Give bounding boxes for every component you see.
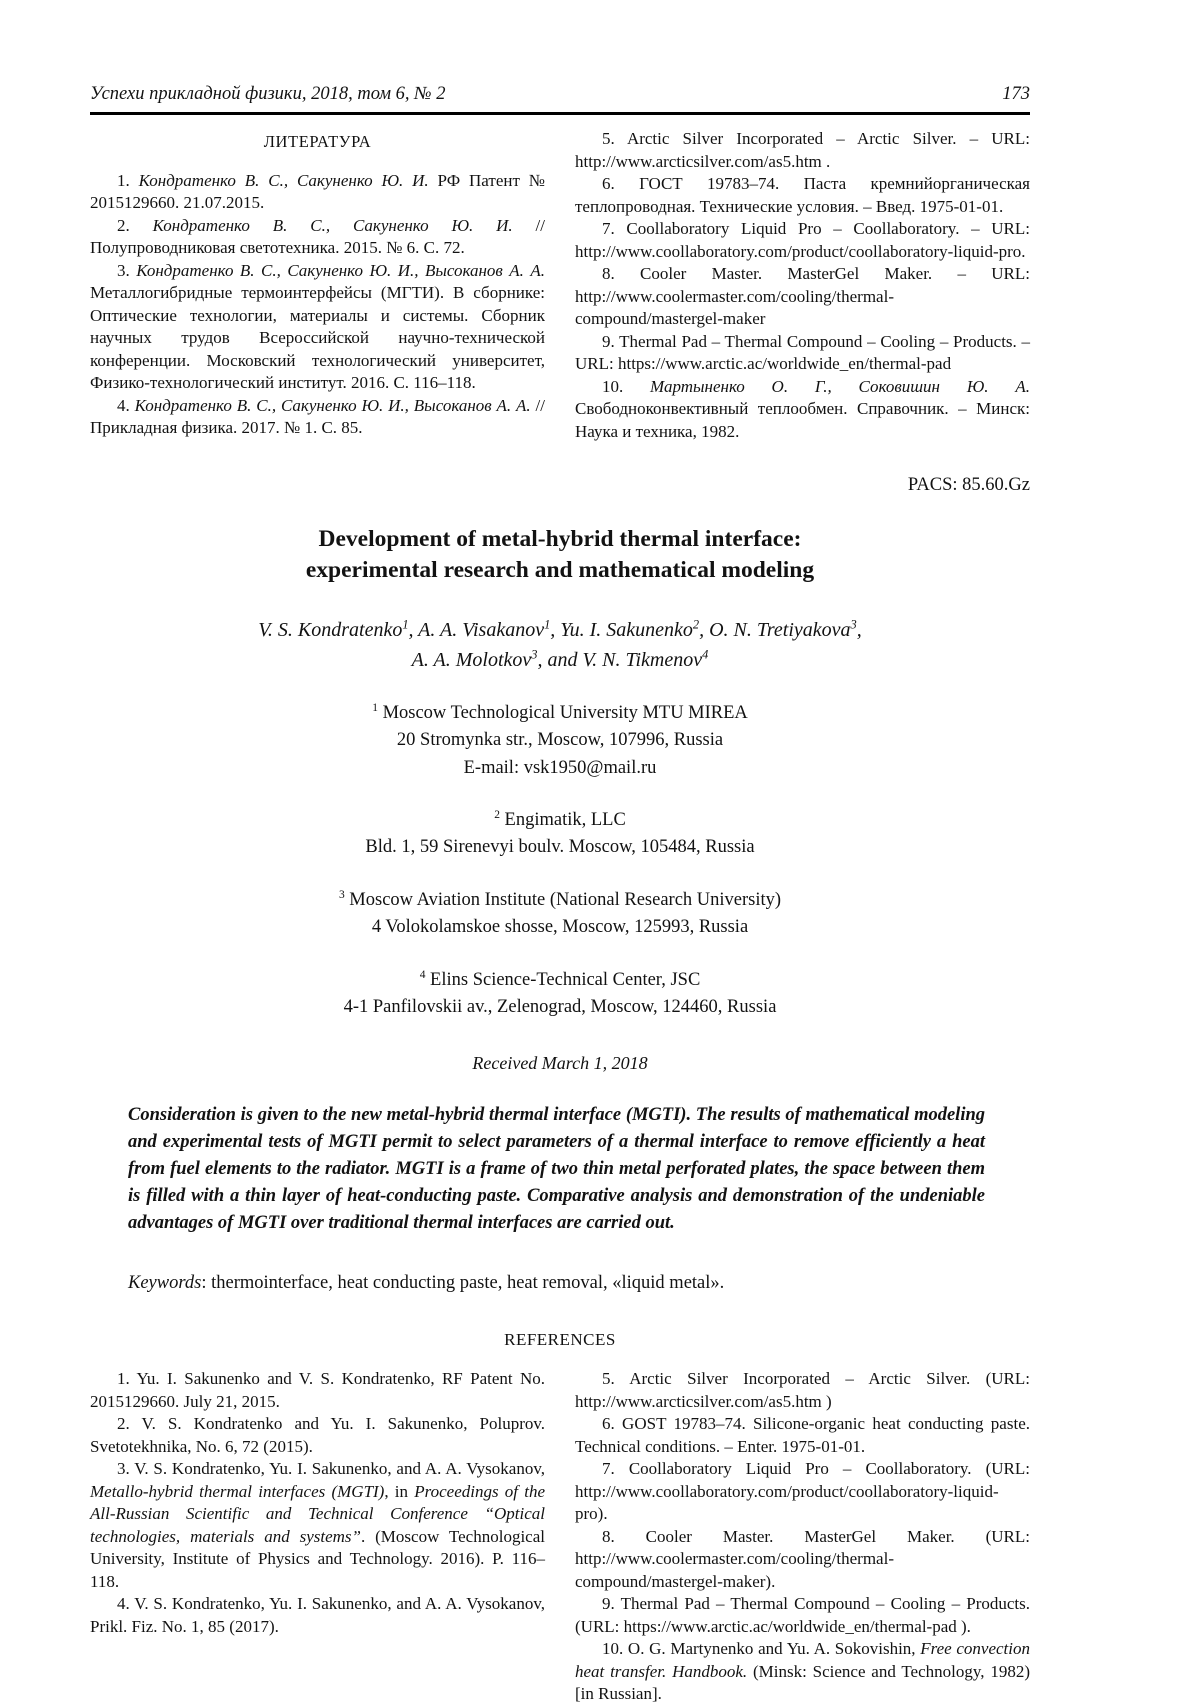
text-line: $^2$ Engimatik, LLC bbox=[494, 808, 626, 831]
reference-item: 2. V. S. Kondratenko and Yu. I. Sakunenko, Poluprov. Svetotekhnika, No. 6, 72 (2015). bbox=[90, 1414, 545, 1456]
reference-item: 1. Кондратенко В. С., Сакуненко Ю. И. РФ Патент № 2015129660. 21.07.2015. bbox=[90, 170, 546, 212]
text-line: $^1$ Moscow Technological University MTU MIREA bbox=[372, 701, 748, 723]
literatura-refs-right bbox=[575, 128, 1030, 443]
reference-item: 10. O. G. Martynenko and Yu. A. Sokovishin, Free convection heat transfer. Handbook. (Minsk: Science and Technology, 1982) [in Russian]. bbox=[575, 1639, 1030, 1704]
references-column-right bbox=[575, 1368, 1030, 1706]
header-divider bbox=[90, 112, 1030, 115]
text-line: Keywords: thermointerface, heat conducting paste, heat removal, «liquid metal». bbox=[128, 1273, 725, 1294]
text-line: Development of metal-hybrid thermal interface: bbox=[318, 526, 802, 552]
affiliation-2 bbox=[90, 807, 1030, 862]
paper-title bbox=[90, 524, 1030, 587]
text-line: V. S. Kondratenko$^1$, A. A. Visakanov$^1$, Yu. I. Sakunenko$^2$, O. N. Tretiyakova$^3$, bbox=[258, 617, 862, 641]
text-line: $^3$ Moscow Aviation Institute (National Research University) bbox=[338, 888, 782, 910]
text-line: A. A. Molotkov$^3$, and V. N. Tikmenov$^4$ bbox=[411, 647, 709, 671]
abstract-text: Consideration is given to the new metal-hybrid thermal interface (MGTI). The results of mathematical modeling and experimental tests of MGTI permit to select parameters of a thermal interface to remove efficiently a heat from fuel elements to the radiator. MGTI is a frame of two thin metal perforated plates, the space between them is filled with a thin layer of heat-conducting paste. Comparative analysis and demonstration of the undeniable advantages of MGTI over traditional thermal interfaces are carried out. bbox=[128, 1105, 985, 1234]
reference-item: 6. GOST 19783–74. Silicone-organic heat conducting paste. Technical conditions. – Enter. 1975-01-01. bbox=[575, 1414, 1030, 1456]
russian-references-section bbox=[90, 128, 1030, 443]
reference-item: 3. Кондратенко В. С., Сакуненко Ю. И., Высоканов А. А. Металлогибридные термоинтерфейсы (МГТИ). В сборнике: Оптические технологии, материалы и системы. Сборник научных трудов Всероссийской научно-технической конференции. Московский технологический университет, Физико-технологический институт. 2016. С. 116–118. bbox=[90, 260, 545, 392]
reference-item: 10. Мартыненко О. Г., Соковишин Ю. А. Свободноконвективный теплообмен. Справочник. – Минск: Наука и техника, 1982. bbox=[575, 376, 1030, 441]
reference-item: 9. Thermal Pad – Thermal Compound – Cooling – Products. (URL: https://www.arctic.ac/worldwide_en/thermal-pad ). bbox=[575, 1594, 1030, 1636]
page-number: 173 bbox=[1002, 84, 1030, 104]
reference-item: 3. V. S. Kondratenko, Yu. I. Sakunenko, and A. A. Vysokanov, Metallo-hybrid thermal interfaces (MGTI), in Proceedings of the All-Russian Scientific and Technical Conference “Optical technologies, materials and systems”. (Moscow Technological University, Institute of Physics and Technology. 2016). P. 116–118. bbox=[90, 1459, 545, 1591]
reference-item: 8. Cooler Master. MasterGel Maker. (URL: http://www.coolermaster.com/cooling/thermal-compound/mastergel-maker). bbox=[575, 1526, 1030, 1591]
reference-item: 4. V. S. Kondratenko, Yu. I. Sakunenko, and A. A. Vysokanov, Prikl. Fiz. No. 1, 85 (2017). bbox=[90, 1594, 545, 1636]
pacs-code: PACS: 85.60.Gz bbox=[907, 475, 1030, 495]
journal-title: Успехи прикладной физики, 2018, том 6, № 2 bbox=[90, 84, 446, 104]
reference-item: 5. Arctic Silver Incorporated – Arctic Silver. – URL: http://www.arcticsilver.com/as5.htm . bbox=[575, 129, 1030, 171]
literatura-heading: ЛИТЕРАТУРА bbox=[263, 132, 372, 151]
text-line: experimental research and mathematical modeling bbox=[305, 557, 815, 584]
literatura-column-left bbox=[90, 128, 545, 443]
text-line: $^4$ Elins Science-Technical Center, JSC bbox=[419, 968, 701, 990]
english-references-section bbox=[90, 1368, 1030, 1706]
reference-item: 7. Coollaboratory Liquid Pro – Coollaboratory. (URL: http://www.coollaboratory.com/product/coollaboratory-liquid-pro). bbox=[575, 1459, 1030, 1524]
reference-item: 7. Coollaboratory Liquid Pro – Coollaboratory. – URL: http://www.coollaboratory.com/product/coollaboratory-liquid-pro. bbox=[575, 219, 1030, 261]
references-column-left bbox=[90, 1368, 545, 1706]
reference-item: 4. Кондратенко В. С., Сакуненко Ю. И., Высоканов А. А. // Прикладная физика. 2017. № 1. С. 85. bbox=[90, 395, 545, 437]
text-line: 4 Volokolamskoe shosse, Moscow, 125993, Russia bbox=[371, 917, 749, 938]
affiliation-1 bbox=[90, 700, 1030, 782]
references-heading: REFERENCES bbox=[504, 1330, 616, 1350]
received-date: Received March 1, 2018 bbox=[472, 1053, 648, 1074]
reference-item: 9. Thermal Pad – Thermal Compound – Cooling – Products. – URL: https://www.arctic.ac/worldwide_en/thermal-pad bbox=[575, 331, 1030, 373]
reference-item: 6. ГОСТ 19783–74. Паста кремнийорганическая теплопроводная. Технические условия. – Введ. 1975-01-01. bbox=[575, 174, 1030, 216]
literatura-refs-left bbox=[90, 170, 545, 440]
reference-item: 1. Yu. I. Sakunenko and V. S. Kondratenko, RF Patent No. 2015129660. July 21, 2015. bbox=[90, 1369, 545, 1411]
affiliation-4 bbox=[90, 967, 1030, 1022]
text-line: 20 Stromynka str., Moscow, 107996, Russia bbox=[396, 730, 724, 751]
reference-item: 2. Кондратенко В. С., Сакуненко Ю. И. // Полупроводниковая светотехника. 2015. № 6. С. 72. bbox=[90, 215, 546, 257]
reference-item: 8. Cooler Master. MasterGel Maker. – URL: http://www.coolermaster.com/cooling/thermal-compound/mastergel-maker bbox=[575, 264, 1030, 328]
page-header bbox=[90, 84, 1030, 105]
text-line: E-mail: vsk1950@mail.ru bbox=[463, 757, 657, 778]
text-line: 4-1 Panfilovskii av., Zelenograd, Moscow, 124460, Russia bbox=[343, 996, 777, 1017]
affiliation-3 bbox=[90, 887, 1030, 942]
authors-list bbox=[90, 615, 1030, 675]
keywords-line bbox=[90, 1273, 1030, 1294]
text-line: Bld. 1, 59 Sirenevyi boulv. Moscow, 105484, Russia bbox=[365, 837, 755, 858]
literatura-column-right bbox=[575, 128, 1030, 443]
reference-item: 5. Arctic Silver Incorporated – Arctic Silver. (URL: http://www.arcticsilver.com/as5.htm ) bbox=[575, 1369, 1030, 1411]
